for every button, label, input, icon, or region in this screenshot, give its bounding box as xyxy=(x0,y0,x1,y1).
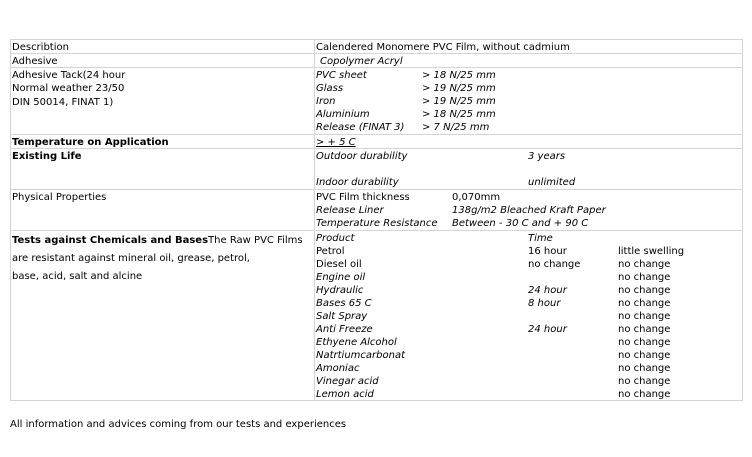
test-result: no change xyxy=(618,389,671,400)
indoor-name: Indoor durability xyxy=(316,177,399,188)
label-adhesive-tack xyxy=(12,69,312,109)
tack-value: > 18 N/25 mm xyxy=(422,70,496,81)
test-product: Anti Freeze xyxy=(316,324,373,335)
test-result: no change xyxy=(618,376,671,387)
test-result: no change xyxy=(618,272,671,283)
test-time: no change xyxy=(528,259,581,270)
tack-name: PVC sheet xyxy=(316,70,367,81)
row-adhesive xyxy=(10,53,743,67)
test-result: no change xyxy=(618,298,671,309)
test-product: Lemon acid xyxy=(316,389,374,400)
physical-value: 0,070mm xyxy=(452,192,501,203)
test-product: Petrol xyxy=(316,246,345,257)
tests-title: Tests against Chemicals and Bases xyxy=(12,235,209,246)
tack-value: > 19 N/25 mm xyxy=(422,96,496,107)
test-result: no change xyxy=(618,350,671,361)
row-temperature xyxy=(10,134,743,148)
label-line: DIN 50014, FINAT 1) xyxy=(12,96,114,108)
row-description xyxy=(10,39,743,53)
test-time: 8 hour xyxy=(528,298,561,309)
physical-name: PVC Film thickness xyxy=(316,192,410,203)
label-line: Adhesive Tack(24 hour xyxy=(12,70,126,81)
test-product: Ethyene Alcohol xyxy=(316,337,397,348)
test-product: Vinegar acid xyxy=(316,376,379,387)
test-result: no change xyxy=(618,324,671,335)
label-adhesive: Adhesive xyxy=(12,56,58,67)
row-adhesive-tack xyxy=(10,67,743,134)
outdoor-name: Outdoor durability xyxy=(316,151,408,162)
test-product: Bases 65 C xyxy=(316,298,372,309)
test-time: 24 hour xyxy=(528,285,567,296)
test-product: Natrtiumcarbonat xyxy=(316,350,406,361)
tack-value: > 7 N/25 mm xyxy=(422,122,490,133)
test-product: Salt Spray xyxy=(316,311,368,322)
row-tests xyxy=(10,230,743,401)
test-result: no change xyxy=(618,337,671,348)
test-result: no change xyxy=(618,285,671,296)
tests-title-rest: The Raw PVC Films xyxy=(208,235,303,246)
tack-value: > 19 N/25 mm xyxy=(422,83,496,94)
physical-value: Between - 30 C and + 90 C xyxy=(452,218,589,229)
header-time: Time xyxy=(528,233,553,244)
physical-name: Release Liner xyxy=(316,205,384,216)
value-adhesive: Copolymer Acryl xyxy=(320,56,403,67)
label-line: Normal weather 23/50 xyxy=(12,83,125,95)
test-product: Amoniac xyxy=(316,363,360,374)
physical-value: 138g/m2 Bleached Kraft Paper xyxy=(452,205,606,216)
row-physical xyxy=(10,189,743,230)
header-product: Product xyxy=(316,233,355,244)
test-product: Diesel oil xyxy=(316,259,362,270)
test-product: Hydraulic xyxy=(316,285,364,296)
tack-name: Glass xyxy=(316,83,344,94)
test-product: Engine oil xyxy=(316,272,366,283)
test-time: 24 hour xyxy=(528,324,567,335)
label-physical: Physical Properties xyxy=(12,192,107,203)
test-result: no change xyxy=(618,259,671,270)
footer-note: All information and advices coming from our tests and experiences xyxy=(10,419,347,430)
row-existing-life xyxy=(10,148,743,189)
tack-name: Aluminium xyxy=(316,109,370,120)
label-tests xyxy=(12,232,312,286)
test-result: no change xyxy=(618,311,671,322)
tack-value: > 18 N/25 mm xyxy=(422,109,496,120)
indoor-value: unlimited xyxy=(528,177,576,188)
tack-name: Iron xyxy=(316,96,336,107)
tests-line: are resistant against mineral oil, grease, petrol, xyxy=(12,253,250,264)
tack-name: Release (FINAT 3) xyxy=(316,122,405,133)
label-existing-life: Existing Life xyxy=(12,151,82,162)
tests-line: base, acid, salt and alcine xyxy=(12,271,143,282)
test-time: 16 hour xyxy=(528,246,567,257)
test-result: no change xyxy=(618,363,671,374)
spec-table xyxy=(10,39,743,401)
outdoor-value: 3 years xyxy=(528,151,566,162)
test-result: little swelling xyxy=(618,246,685,257)
physical-name: Temperature Resistance xyxy=(316,218,438,229)
label-temperature: Temperature on Application xyxy=(12,137,169,148)
label-description: Describtion xyxy=(12,42,69,53)
value-description: Calendered Monomere PVC Film, without cadmium xyxy=(316,42,570,53)
value-temperature: > + 5 C xyxy=(316,137,356,148)
